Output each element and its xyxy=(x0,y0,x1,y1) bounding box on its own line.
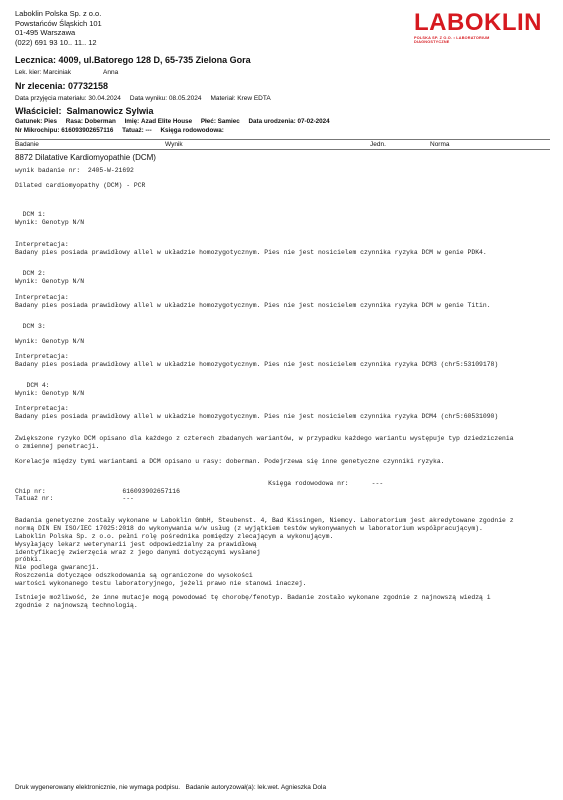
order-number: Nr zlecenia: 07732158 xyxy=(15,81,109,91)
report-line: DCM 1: xyxy=(15,211,46,218)
report-line: Tatuaż nr: --- xyxy=(15,495,134,502)
microchip-value: 616093902657116 xyxy=(61,126,114,134)
vet-line xyxy=(15,69,119,76)
species-value: Pies xyxy=(44,118,58,125)
company-name: Laboklin Polska Sp. z o.o. xyxy=(15,9,102,18)
report-line: Interpretacja: xyxy=(15,241,69,248)
vet-label: Lek. kier: Marciniak xyxy=(15,69,71,76)
birthdate-value: 07-02-2024 xyxy=(297,118,330,125)
report-line: Laboklin Polska Sp. z o.o. pełni rolę pośrednika pomiędzy zlecającym a wykonującym. xyxy=(15,533,334,540)
clinic-line: Lecznica: 4009, ul.Batorego 128 D, 65-735 Zielona Gora xyxy=(15,55,251,65)
report-line: o zmiennej penetracji. xyxy=(15,443,100,450)
col-test: Badanie xyxy=(15,141,39,148)
report-line: Badany pies posiada prawidłowy allel w układzie homozygotycznym. Pies nie jest nosicielem czynnika ryzyka DCM w genie PDK4. xyxy=(15,249,487,256)
dates-line: Data przyjęcia materiału: 30.04.2024 Data wyniku: 08.05.2024 Materiał: Krew EDTA xyxy=(15,95,271,102)
name-value: Azad Elite House xyxy=(141,118,193,125)
report-line: Badany pies posiada prawidłowy allel w układzie homozygotycznym. Pies nie jest nosicielem czynnika ryzyka DCM4 (chr5:60531090) xyxy=(15,413,499,420)
report-line: Interpretacja: xyxy=(15,294,69,301)
report-line: Korelacje między tymi wariantami a DCM opisano u rasy: doberman. Podejrzewa się inne genetyczne czynniki ryzyka. xyxy=(15,458,445,465)
birthdate-label: Data urodzenia: xyxy=(248,118,296,125)
name-label: Imię: xyxy=(124,118,140,125)
report-line: Księga rodowodowa nr: --- xyxy=(15,480,384,487)
report-line: identyfikację zwierzęcia wraz z jego danymi dotyczącymi wysłanej xyxy=(15,549,261,556)
report-line: Badany pies posiada prawidłowy allel w układzie homozygotycznym. Pies nie jest nosicielem czynnika ryzyka DCM3 (chr5:53109178) xyxy=(15,361,499,368)
report-line: Badania genetyczne zostały wykonane w Laboklin GmbH, Steubenst. 4, Bad Kissingen, Niemcy. Laboratorium jest akredytowane zgodnie z xyxy=(15,517,514,524)
report-line: Nie podlega gwarancji. xyxy=(15,564,100,571)
company-city: 01-495 Warszawa xyxy=(15,28,76,37)
sex-value: Samiec xyxy=(217,118,240,125)
col-norm: Norma xyxy=(430,141,450,148)
report-line: DCM 2: xyxy=(15,270,46,277)
report-line: DCM 4: xyxy=(15,382,50,389)
logo-subtitle: POLSKA SP. Z O.O. • LABORATORIUM DIAGNOSTYCZNE xyxy=(414,36,490,44)
company-address xyxy=(15,9,102,47)
studbook-label: Księga rodowodowa: xyxy=(160,126,224,134)
tattoo-label: Tatuaż: xyxy=(122,126,144,134)
report-line: Wynik: Genotyp N/N xyxy=(15,390,85,397)
report-line: Roszczenia dotyczące odszkodowania są ograniczone do wysokości xyxy=(15,572,253,579)
report-line: Wysyłający lekarz weterynarii jest odpowiedzialny za prawidłową xyxy=(15,541,257,548)
report-line: Badany pies posiada prawidłowy allel w układzie homozygotycznym. Pies nie jest nosicielem czynnika ryzyka DCM w genie Titin. xyxy=(15,302,491,309)
report-line: próbki. xyxy=(15,556,42,563)
report-line: Istnieje możliwość, że inne mutacje mogą powodować tę chorobę/fenotyp. Badanie zostało wykonane zgodnie z najnowszą wiedzą i xyxy=(15,594,491,601)
owner-line: Właściciel: Salmanowicz Sylwia xyxy=(15,106,154,116)
report-line: Interpretacja: xyxy=(15,353,69,360)
animal-row-1 xyxy=(15,118,330,127)
report-line: wartości wykonanego testu laboratoryjnego, jeżeli prawo nie stanowi inaczej. xyxy=(15,580,307,587)
company-street: Powstańców Śląskich 101 xyxy=(15,18,102,28)
report-line: normą DIN EN ISO/IEC 17025:2018 do wykonywania w/w usług (z wyjątkiem testów wykonywanych w laboratorium współpracującym). xyxy=(15,525,483,532)
report-line: Chip nr: 616093902657116 xyxy=(15,488,180,495)
animal-row-2 xyxy=(15,127,330,136)
col-result: Wynik xyxy=(165,141,183,148)
species-label: Gatunek: xyxy=(15,118,43,125)
report-line: Interpretacja: xyxy=(15,405,69,412)
company-phone: (022) 691 93 10.. 11.. 12 xyxy=(15,37,97,47)
report-line: Wynik: Genotyp N/N xyxy=(15,219,85,226)
tattoo-value: --- xyxy=(145,126,152,134)
logo-text: LABOKLIN xyxy=(414,9,542,36)
report-line: Wynik: Genotyp N/N xyxy=(15,278,85,285)
sex-label: Płeć: xyxy=(200,118,216,125)
col-unit: Jedn. xyxy=(370,141,386,148)
report-line: Wynik: Genotyp N/N xyxy=(15,338,85,345)
breed-label: Rasa: xyxy=(65,118,83,125)
vet-name: Anna xyxy=(103,69,119,76)
report-line: zgodnie z najnowszą technologią. xyxy=(15,602,138,609)
test-title: 8872 Dilatative Kardiomyopathie (DCM) xyxy=(15,153,156,162)
results-table-header xyxy=(15,139,550,150)
animal-info xyxy=(15,118,330,135)
footer-note: Druk wygenerowany elektronicznie, nie wymaga podpisu. Badanie autoryzował(a): lek.wet. Agnieszka Dola xyxy=(15,784,327,791)
report-line: DCM 3: xyxy=(15,323,46,330)
report-line: wynik badanie nr: 2405-W-21692 xyxy=(15,167,134,174)
report-line: Dilated cardiomyopathy (DCM) - PCR xyxy=(15,182,146,189)
laboklin-logo xyxy=(414,9,542,44)
report-line: Zwiększone ryzyko DCM opisano dla każdego z czterech zbadanych wariantów, w przypadku każdego wariantu występuje typ dziedziczenia xyxy=(15,435,514,442)
microchip-label: Nr Mikrochipu: xyxy=(15,126,60,134)
breed-value: Doberman xyxy=(84,118,116,125)
